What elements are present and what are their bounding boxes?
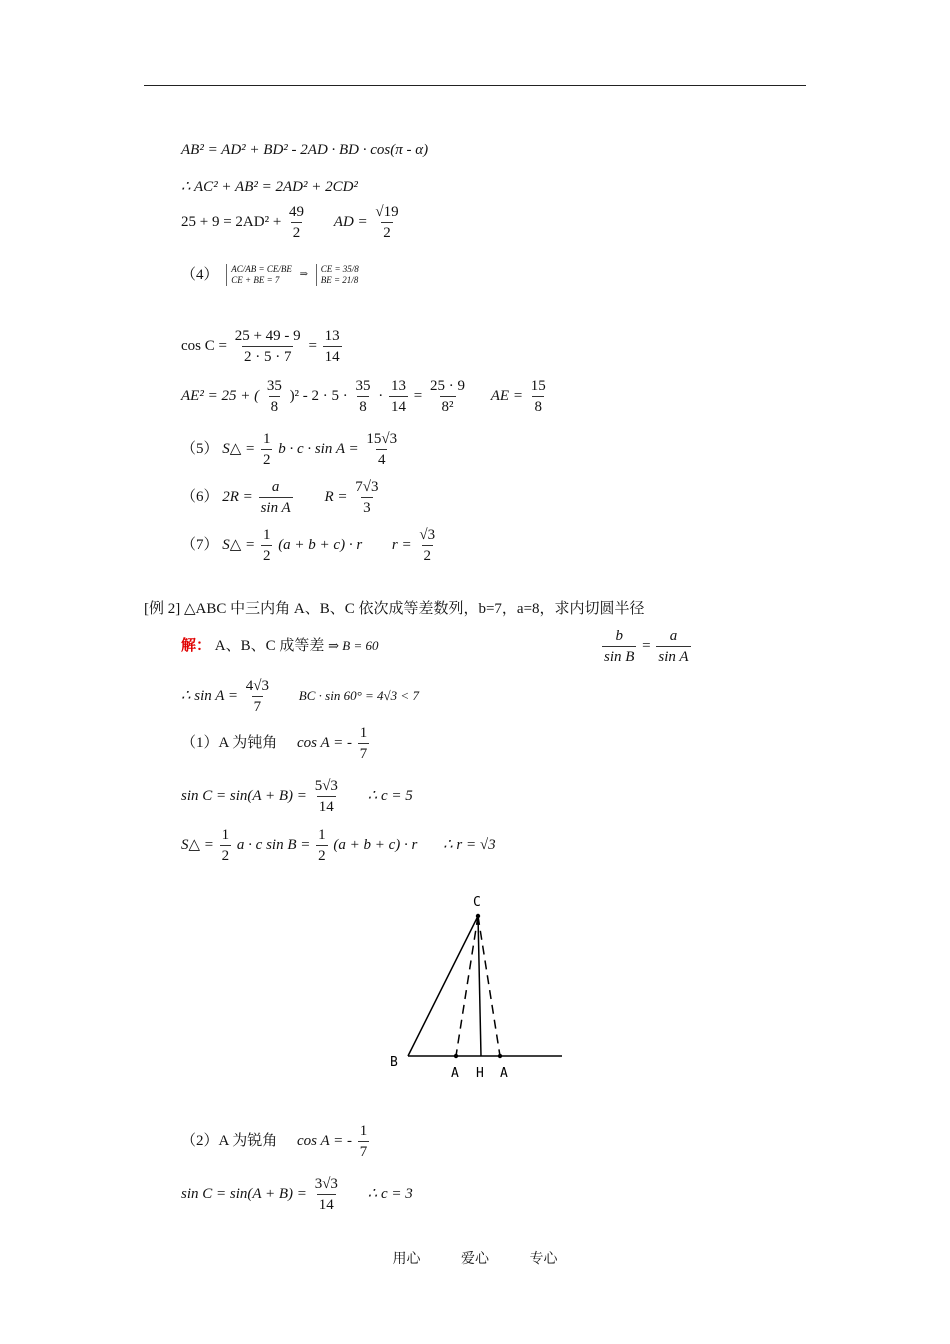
- item-label: （2）A 为锐角: [181, 1132, 278, 1149]
- equation-inradius: [181, 526, 439, 565]
- label-a2: A: [500, 1066, 508, 1081]
- law-of-sines: [600, 627, 693, 666]
- fraction: [358, 724, 370, 763]
- item-label: （7）: [181, 536, 219, 553]
- eq-text: 2R =: [222, 488, 253, 505]
- equation-median-relation: ∴ AC² + AB² = 2AD² + 2CD²: [181, 179, 358, 195]
- equation-ae: [181, 377, 550, 416]
- eq-text: =: [308, 337, 317, 354]
- denominator: 2: [291, 222, 303, 242]
- eq-text: ∴ c = 3: [367, 1185, 413, 1202]
- fraction: [261, 430, 273, 469]
- side-bc: [408, 916, 478, 1056]
- numerator: √19: [375, 204, 399, 220]
- eq-text: S△ =: [222, 440, 256, 457]
- eq-text: S△ =: [181, 836, 214, 853]
- denominator: 2 · 5 · 7: [242, 346, 294, 366]
- fraction: [313, 777, 340, 816]
- eq-text: BC · sin 60° = 4√3 < 7: [298, 687, 419, 703]
- system-row: AC/AB = CE/BE: [231, 264, 292, 274]
- eq-text: ⇒ B = 60: [328, 638, 379, 653]
- denominator: sin A: [656, 646, 690, 666]
- solution-intro: [181, 636, 378, 656]
- denominator: 2: [261, 449, 273, 469]
- eq-text: AE² = 25 + (: [181, 387, 260, 404]
- denominator: 2: [261, 545, 273, 565]
- fraction: [287, 203, 306, 242]
- numerator: a: [669, 628, 678, 644]
- fraction: [428, 377, 467, 416]
- fraction: [417, 526, 437, 565]
- numerator: 4√3: [245, 678, 270, 694]
- footer-item: 爱心: [461, 1251, 489, 1267]
- point-a2: [498, 1054, 502, 1058]
- denominator: 3: [361, 497, 373, 517]
- fraction: [364, 430, 399, 469]
- fraction: [220, 826, 232, 865]
- item-label: （6）: [181, 488, 219, 505]
- fraction: [656, 627, 690, 666]
- eq-text: ∴ c = 5: [367, 787, 413, 804]
- fraction: [265, 377, 284, 416]
- numerator: 7√3: [355, 479, 379, 495]
- eq-text: cos A = -: [297, 1132, 352, 1149]
- fraction: [602, 627, 636, 666]
- fraction: [233, 327, 303, 366]
- case-1-header: [181, 724, 371, 763]
- eq-text: =: [413, 387, 423, 404]
- numerator: 15: [530, 378, 546, 394]
- denominator: 2: [220, 845, 232, 865]
- numerator: 25 · 9: [430, 378, 466, 394]
- equation-circumradius: [181, 478, 383, 517]
- fraction: [313, 1175, 340, 1214]
- fraction: [323, 327, 342, 366]
- eq-text: b · c · sin A =: [278, 440, 359, 457]
- case-1-sin-c: [181, 777, 413, 816]
- denominator: sin A: [259, 497, 293, 517]
- equation-ad-value: [181, 203, 403, 242]
- page-footer: [0, 1248, 950, 1268]
- case-1-area: [181, 826, 496, 865]
- denominator: 7: [358, 1141, 370, 1161]
- eq-text: 25 + 9 = 2AD² +: [181, 213, 282, 230]
- example-2-title: [例 2] △ABC 中三内角 A、B、C 依次成等差数列，b=7，a=8，求内切圆半径: [144, 601, 645, 617]
- equation-law-of-cosines: AB² = AD² + BD² - 2AD · BD · cos(π - α): [181, 142, 429, 158]
- label-b: B: [390, 1055, 398, 1070]
- fraction: [261, 526, 273, 565]
- equation-area: [181, 430, 401, 469]
- eq-text: AD =: [333, 213, 368, 230]
- eq-text: r =: [391, 536, 412, 553]
- solution-label: 解：: [181, 638, 212, 654]
- eq-text: sin C = sin(A + B) =: [181, 1185, 307, 1202]
- equation-cos-c: [181, 327, 344, 366]
- denominator: 14: [317, 1194, 336, 1214]
- eq-text: )² - 2 · 5 ·: [289, 387, 348, 404]
- denominator: 2: [316, 845, 328, 865]
- point-a1: [454, 1054, 458, 1058]
- eq-text: (a + b + c) · r: [278, 536, 363, 553]
- label-c: C: [473, 895, 481, 910]
- denominator: sin B: [602, 646, 636, 666]
- denominator: 8²: [440, 396, 456, 416]
- numerator: 35: [355, 378, 371, 394]
- numerator: 1: [318, 827, 326, 843]
- numerator: 1: [262, 527, 271, 543]
- numerator: 5√3: [314, 778, 338, 794]
- numerator: a: [271, 479, 280, 495]
- eq-text: S△ =: [222, 536, 256, 553]
- case-2-header: [181, 1122, 371, 1161]
- numerator: b: [615, 628, 623, 644]
- footer-item: 用心: [392, 1251, 421, 1267]
- denominator: 4: [376, 449, 388, 469]
- header-rule: [144, 85, 806, 86]
- case-2-sin-c: [181, 1175, 413, 1214]
- system-right: [316, 264, 359, 286]
- equation-system-ce-be: [181, 264, 363, 286]
- eq-text: R =: [324, 488, 348, 505]
- system-row: BE = 21/8: [320, 275, 359, 285]
- fraction: [353, 478, 380, 517]
- denominator: 8: [269, 396, 281, 416]
- eq-text: (a + b + c) · r: [333, 836, 418, 853]
- footer-item: 专心: [529, 1251, 558, 1267]
- system-left: [226, 264, 292, 286]
- denominator: 8: [357, 396, 369, 416]
- denominator: 14: [389, 396, 408, 416]
- fraction: [244, 677, 271, 716]
- numerator: 1: [221, 827, 230, 843]
- label-a1: A: [451, 1066, 459, 1081]
- fraction: [354, 377, 373, 416]
- numerator: 1: [359, 725, 368, 741]
- denominator: 7: [252, 696, 264, 716]
- eq-text: ∴ sin A =: [181, 687, 239, 704]
- denominator: 2: [381, 222, 393, 242]
- numerator: 1: [262, 431, 271, 447]
- fraction: [529, 377, 548, 416]
- eq-text: =: [642, 637, 651, 654]
- numerator: 13: [391, 378, 407, 394]
- eq-text: AE =: [490, 387, 523, 404]
- item-label: （4）: [181, 267, 219, 283]
- numerator: 25 + 49 - 9: [234, 328, 301, 344]
- label-h: H: [476, 1066, 484, 1081]
- equation-sin-a: [181, 677, 419, 716]
- fraction: [358, 1122, 370, 1161]
- fraction: [259, 478, 293, 517]
- fraction: [316, 826, 328, 865]
- eq-text: ·: [378, 387, 384, 404]
- fraction: [389, 377, 408, 416]
- denominator: 2: [422, 545, 434, 565]
- numerator: 1: [359, 1123, 368, 1139]
- numerator: 15√3: [366, 431, 398, 447]
- triangle-figure: [380, 888, 580, 1088]
- eq-text: ∴ r = √3: [443, 836, 496, 853]
- denominator: 14: [317, 796, 336, 816]
- denominator: 7: [358, 743, 370, 763]
- implies-arrow: ⇒: [299, 269, 308, 280]
- numerator: √3: [419, 527, 436, 543]
- eq-text: cos A = -: [297, 734, 352, 751]
- system-row: CE + BE = 7: [231, 275, 280, 285]
- denominator: 14: [323, 346, 342, 366]
- numerator: 3√3: [314, 1176, 338, 1192]
- point-c: [476, 914, 480, 918]
- item-label: （5）: [181, 440, 219, 457]
- eq-text: a · c sin B =: [236, 836, 311, 853]
- item-label: （1）A 为钝角: [181, 734, 278, 751]
- system-row: CE = 35/8: [320, 264, 359, 274]
- denominator: 8: [532, 396, 544, 416]
- numerator: 13: [324, 328, 340, 344]
- fraction: [373, 203, 400, 242]
- numerator: 35: [266, 378, 282, 394]
- eq-text: sin C = sin(A + B) =: [181, 787, 307, 804]
- eq-text: A、B、C 成等差: [214, 638, 325, 654]
- numerator: 49: [289, 204, 305, 220]
- eq-text: cos C =: [181, 337, 227, 354]
